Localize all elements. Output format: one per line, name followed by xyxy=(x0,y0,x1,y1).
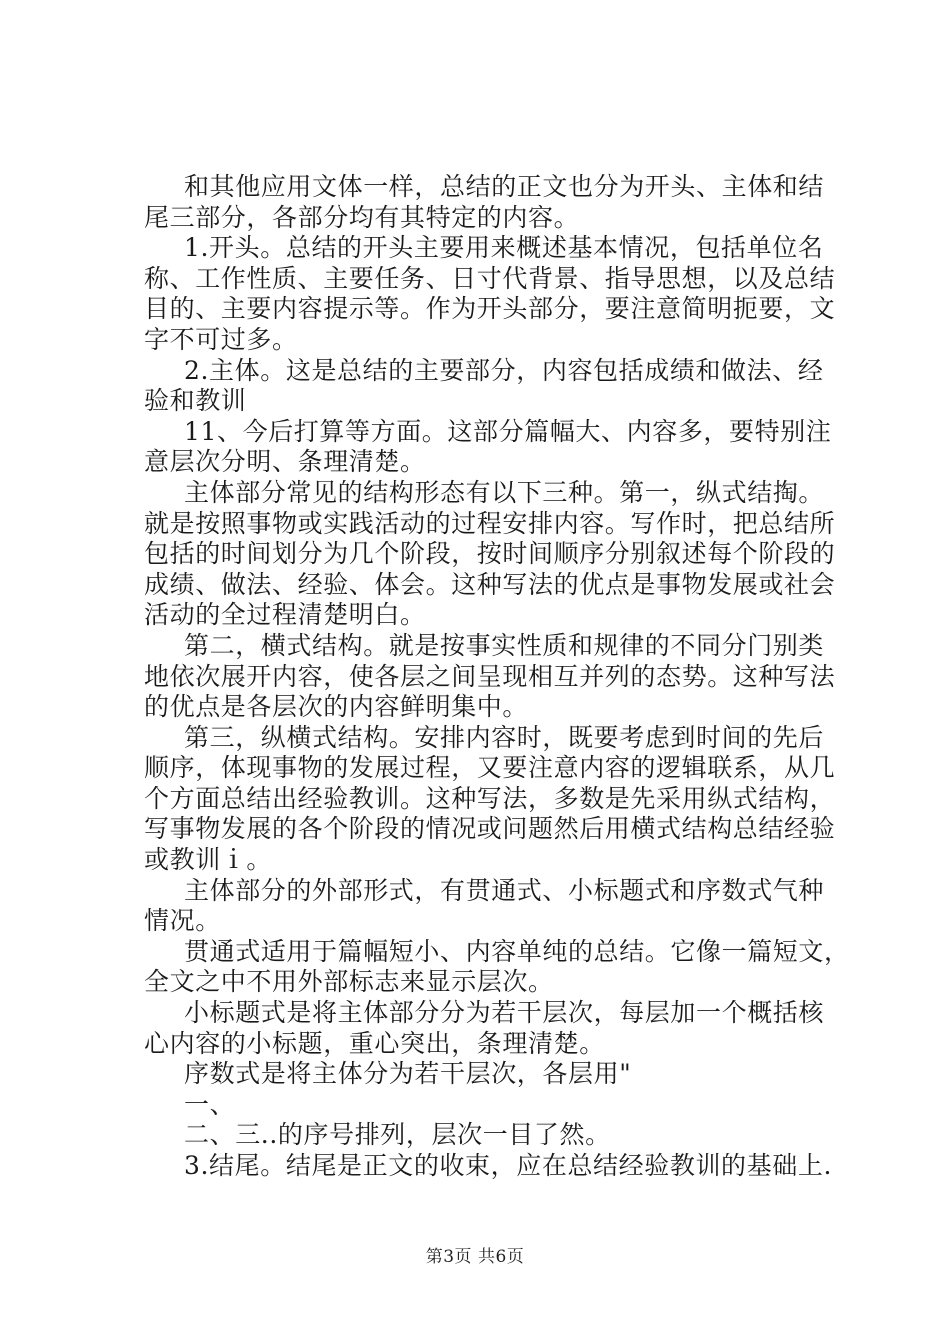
text-line: 主体部分常见的结构形态有以下三种。第一，纵式结掏。 xyxy=(184,477,825,507)
text-line: 或教训ｉ。 xyxy=(144,845,273,875)
text-line: 字不可过多。 xyxy=(144,324,298,354)
text-line: 贯通式适用于篇幅短小、内容单纯的总结。它像一篇短文， xyxy=(184,936,850,966)
text-line: 地依次展开内容，使各层之间呈现相互并列的态势。这种写法 xyxy=(144,661,836,691)
text-line: 一、 xyxy=(184,1089,236,1119)
text-line: 3.结尾。结尾是正文的收束，应在总结经验教训的基础上. xyxy=(184,1151,833,1180)
page-footer: 第3页 共6页 xyxy=(425,1247,525,1267)
text-line: 意层次分明、条理清楚。 xyxy=(144,447,426,477)
text-line: 情况。 xyxy=(144,906,221,936)
text-line: 序数式是将主体分为若干层次，各层用" xyxy=(184,1059,632,1089)
text-line: 个方面总结出经验教训。这种写法，多数是先采用纵式结构， xyxy=(144,783,836,813)
text-line: 2.主体。这是总结的主要部分，内容包括成绩和做法、经 xyxy=(184,355,824,385)
text-line: 第三，纵横式结构。安排内容时，既要考虑到时间的先后 xyxy=(184,722,825,752)
text-line: 目的、主要内容提示等。作为开头部分，要注意简明扼要，文 xyxy=(144,294,836,324)
document-body xyxy=(144,172,850,1182)
text-line: 和其他应用文体一样，总结的正文也分为开头、主体和结 xyxy=(184,172,825,201)
text-line: 主体部分的外部形式，有贯通式、小标题式和序数式气种 xyxy=(184,875,825,905)
text-line: 成绩、做法、经验、体会。这种写法的优点是事物发展或社会 xyxy=(144,569,836,599)
text-line: 包括的时间划分为几个阶段，按时间顺序分别叙述每个阶段的 xyxy=(144,539,836,569)
text-line: 验和教训 xyxy=(144,386,247,416)
text-line: 称、工作性质、主要任务、日寸代背景、指导思想，以及总结 xyxy=(144,263,836,293)
text-line: 尾三部分，各部分均有其特定的内容。 xyxy=(144,202,580,232)
text-line: 11、今后打算等方面。这部分篇幅大、内容多，要特别注 xyxy=(184,416,832,446)
text-line: 1.开头。总结的开头主要用来概述基本情况，包括单位名 xyxy=(184,233,824,263)
text-line: 全文之中不用外部标志来显示层次。 xyxy=(144,967,554,997)
text-line: 活动的全过程清楚明白。 xyxy=(144,600,426,630)
text-line: 就是按照事物或实践活动的过程安排内容。写作时，把总结所 xyxy=(144,508,836,538)
text-line: 心内容的小标题，重心突出，条理清楚。 xyxy=(144,1028,605,1058)
text-line: 写事物发展的各个阶段的情况或问题然后用横式结构总结经验 xyxy=(144,814,836,844)
text-line: 第二，横式结构。就是按事实性质和规律的不同分门别类 xyxy=(184,630,825,660)
text-line: 顺序，体现事物的发展过程，又要注意内容的逻辑联系，从几 xyxy=(144,753,836,783)
text-line: 的优点是各层次的内容鲜明集中。 xyxy=(144,692,529,722)
text-line: 二、三..的序号排列，层次一目了然。 xyxy=(184,1120,611,1150)
text-line: 小标题式是将主体部分分为若干层次，每层加一个概括核 xyxy=(184,998,825,1028)
